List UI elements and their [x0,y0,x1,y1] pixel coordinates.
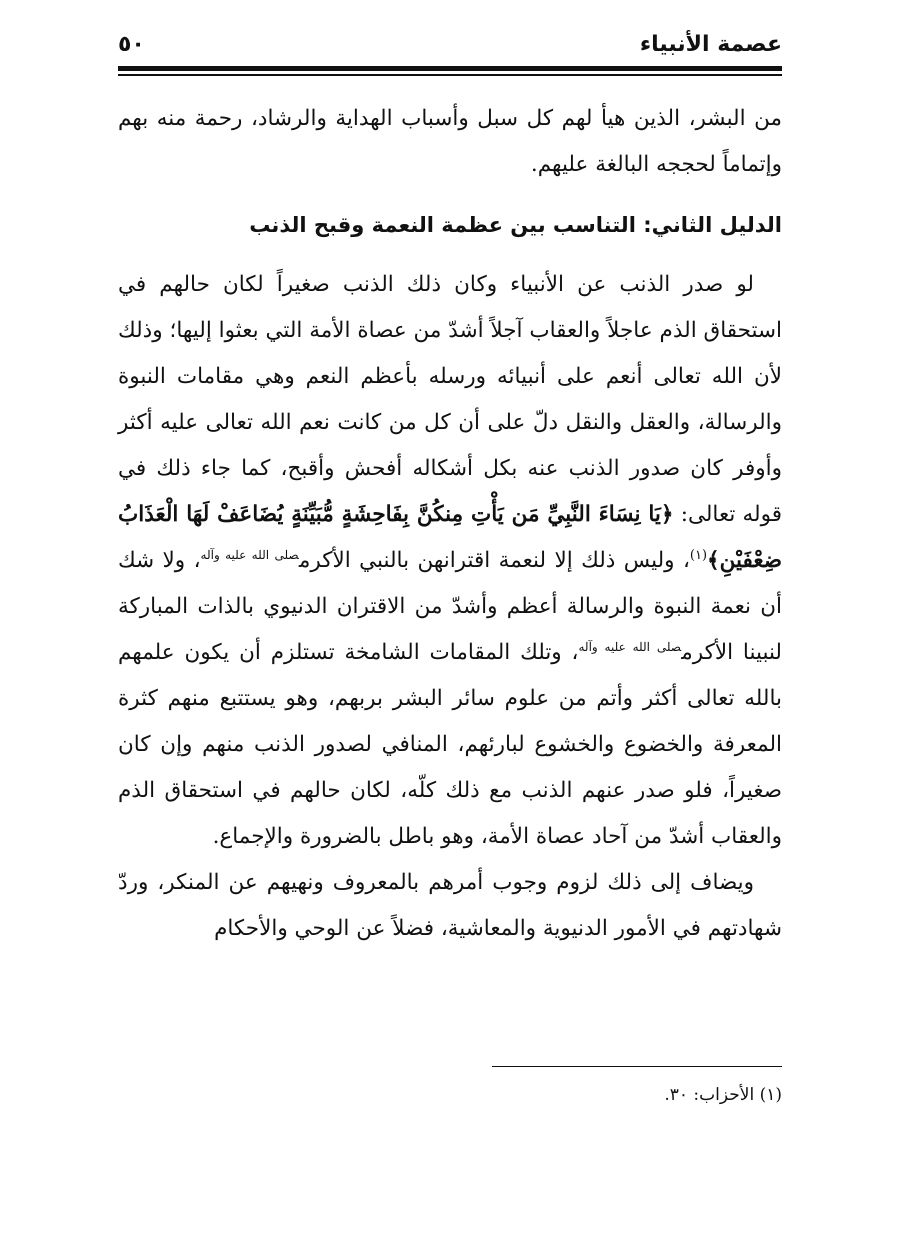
honorific-symbol-2: صلى الله عليه وآله [578,639,682,654]
header-rule-thin [118,74,782,76]
main-text [118,96,782,952]
paragraph-3: ويضاف إلى ذلك لزوم وجوب أمرهم بالمعروف ونهيهم عن المنكر، وردّ شهادتهم في الأمور الدنيوية والمعاشية، فضلاً عن الوحي والأحكام [118,870,782,941]
section-heading: الدليل الثاني: التناسب بين عظمة النعمة وقبح الذنب [249,213,782,237]
running-header [118,30,782,70]
footnote: (١) الأحزاب: ٣٠. [664,1085,782,1105]
paragraph-2-part-c: ، ولا شك أن نعمة النبوة والرسالة أعظم وأشدّ من الاقتران الدنيوي بالذات المباركة لنبينا الأكرم [118,548,782,665]
honorific-symbol-1: صلى الله عليه وآله [200,547,299,562]
quran-verse: ﴿يَا نِسَاءَ النَّبِيِّ مَن يَأْتِ مِنكُنَّ بِفَاحِشَةٍ مُّبَيِّنَةٍ يُضَاعَفْ لَهَا الْعَذَابُ ضِعْفَيْنِ﴾ [118,502,782,573]
paragraph-2-part-a: لو صدر الذنب عن الأنبياء وكان ذلك الذنب صغيراً لكان حالهم في استحقاق الذم عاجلاً والعقاب آجلاً أشدّ من عصاة الأمة التي بعثوا إليها؛ وذلك لأن الله تعالى أنعم على أنبيائه ورسله بأعظم النعم وهي مقامات النبوة والرسالة، والعقل والنقل دلّ على أن كل من كانت نعم الله تعالى عليه أكثر وأوفر كان صدور الذنب عنه بكل أشكاله أفحش وأقبح، كما جاء ذلك في قوله تعالى: [118,272,782,527]
footnote-reference[interactable]: (١) [689,547,708,563]
header-rule-thick [118,66,782,71]
paragraph-1: من البشر، الذين هيأ لهم كل سبل وأسباب الهداية والرشاد، رحمة منه بهم وإتماماً لحججه البالغة عليهم. [118,106,782,177]
paragraph-2-part-b: ، وليس ذلك إلا لنعمة اقترانهن بالنبي الأكرم [298,548,690,573]
page-number: ٥٠ [118,32,145,57]
paragraph-2 [118,262,782,860]
header-title: عصمة الأنبياء [639,32,782,57]
footnote-divider [492,1066,782,1067]
paragraph-2-part-d: ، وتلك المقامات الشامخة تستلزم أن يكون علمهم بالله تعالى أكثر وأتم من علوم سائر البشر بربهم، وهو يستتبع منهم كثرة المعرفة والخضوع والخشوع لبارئهم، المنافي لصدور الذنب منهم وإن كان صغيراً، فلو صدر عنهم الذنب مع ذلك كلّه، لكان حالهم في استحقاق الذم والعقاب أشدّ من آحاد عصاة الأمة، وهو باطل بالضرورة والإجماع. [118,640,782,849]
